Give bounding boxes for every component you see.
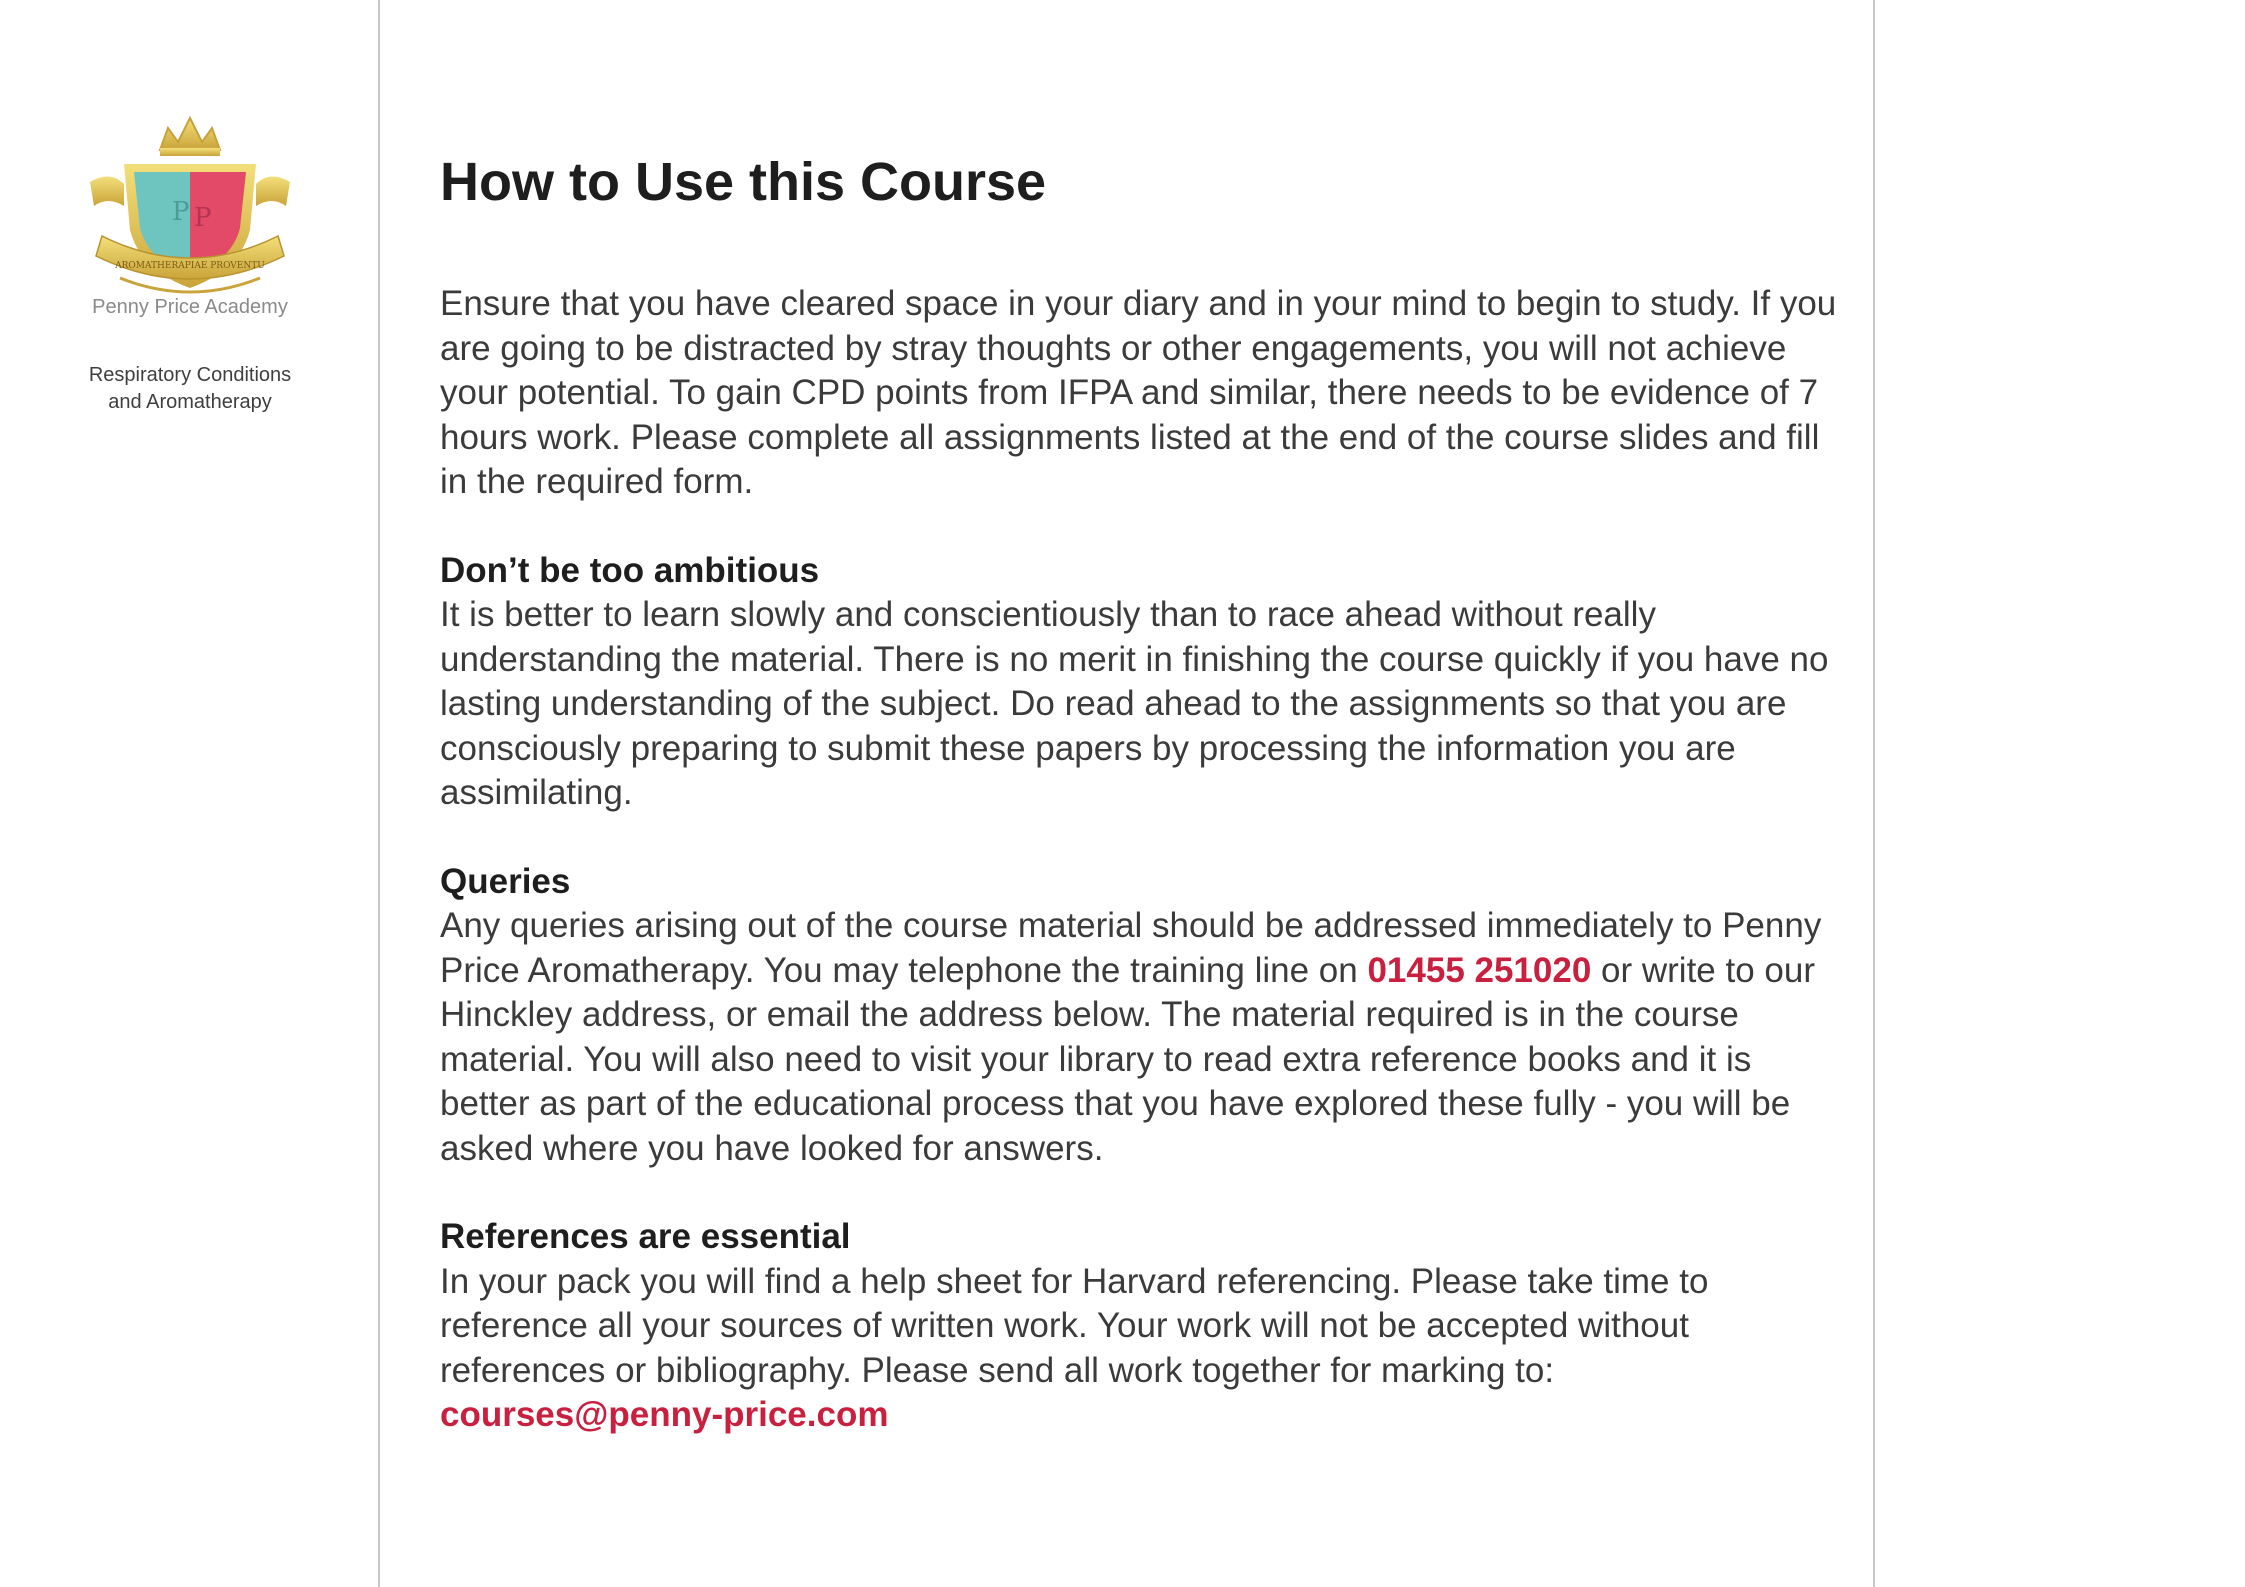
course-name (40, 362, 340, 416)
svg-text:P: P (172, 197, 190, 227)
training-phone-link[interactable]: 01455 251020 (1367, 950, 1592, 990)
section-heading: Queries (440, 861, 571, 901)
course-name-line-2: and Aromatherapy (108, 391, 272, 413)
intro-paragraph: Ensure that you have cleared space in your diary and in your mind to begin to study. If you are going to be distracted by stray thoughts or other engagements, you will not achieve your potential. To gain CPD points from IFPA and similar, there needs to be evidence of 7 hours work. Please complete all assignments listed at the end of the course slides and fill in the required form. (440, 284, 1837, 501)
sidebar (0, 0, 380, 1587)
queries-text-after: or write to our Hinckley address, or email the address below. The material required is in the course material. You will also need to visit your library to read extra reference books and it is better as part of the educational process that you have explored these fully - you will be asked where you have looked for answers. (440, 950, 1815, 1168)
section-heading: Don’t be too ambitious (440, 550, 820, 590)
academy-name: Penny Price Academy (92, 296, 288, 318)
references-text: In your pack you will find a help sheet for Harvard referencing. Please take time to reference all your sources of written work. Your work will not be accepted without references or bibliography. Please send all work together for marking to: (440, 1261, 1709, 1390)
left-divider (378, 0, 380, 1587)
section-body: It is better to learn slowly and conscientiously than to race ahead without really understanding the material. There is no merit in finishing the course quickly if you have no lasting understanding of the subject. Do read ahead to the assignments so that you are consciously preparing to submit these papers by processing the information you are assimilating. (440, 595, 1829, 812)
section-heading: References are essential (440, 1217, 851, 1256)
page-title: How to Use this Course (440, 152, 1047, 212)
queries-text-before: Any queries arising out of the course material should be addressed immediately to Penny Price Aromatherapy. You may telephone the training line on (440, 906, 1822, 990)
svg-text:AROMATHERAPIAE PROVENTU: AROMATHERAPIAE PROVENTU (115, 261, 265, 271)
courses-email-link[interactable]: courses@penny-price.com (440, 1395, 889, 1434)
section-queries (440, 860, 1840, 1172)
svg-text:P: P (194, 203, 212, 233)
course-name-line-1: Respiratory Conditions (88, 364, 292, 386)
section-references (440, 1215, 1840, 1438)
section-ambition (440, 549, 1840, 816)
academy-crest-icon (80, 110, 300, 300)
section-body (440, 1260, 1840, 1438)
main-content (440, 150, 1840, 1438)
right-divider (1873, 0, 1875, 1587)
section-body (440, 904, 1840, 1171)
